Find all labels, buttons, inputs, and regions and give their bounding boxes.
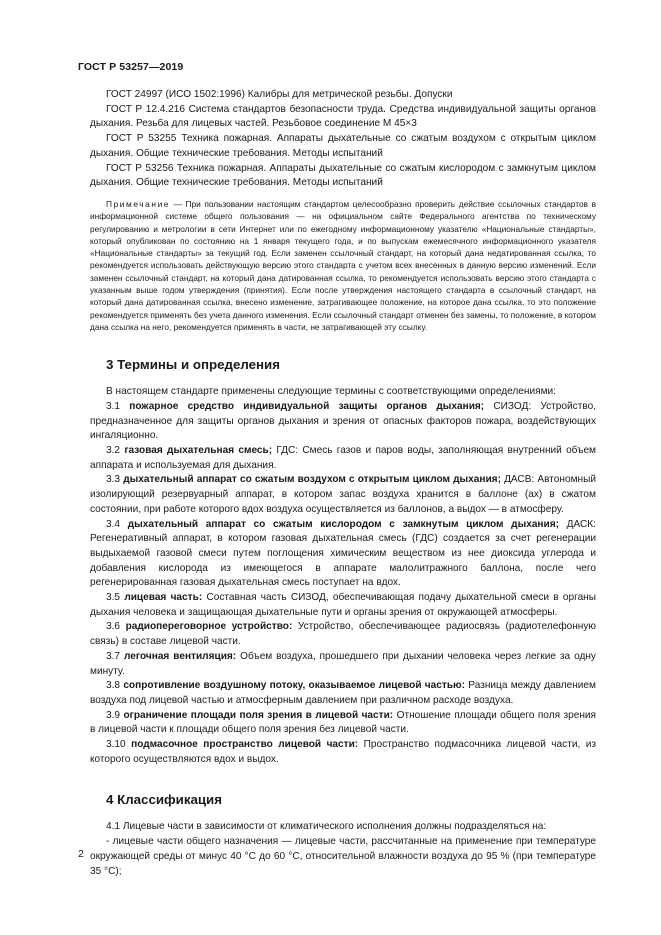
reference-item: ГОСТ Р 53256 Техника пожарная. Аппараты дыхательные со сжатым кислородом с замкнутым циклом дыхания. Общие технические требования. Методы испытаний — [90, 162, 596, 189]
term-name: дыхательный аппарат со сжатым кислородом с замкнутым циклом дыхания; — [127, 518, 559, 530]
term-definition: СИЗОД: Устройство, предназначенное для защиты органов дыхания и зрения от опасных факторов пожара, воздействующих ингаляционно. — [90, 400, 597, 442]
term-number: 3.1 — [106, 400, 121, 412]
term-entry — [90, 591, 596, 620]
term-name: лицевая часть: — [124, 592, 203, 604]
standard-header: ГОСТ Р 53257—2019 — [78, 61, 184, 73]
term-entry — [90, 518, 596, 592]
page-content — [90, 88, 596, 879]
term-number: 3.4 — [106, 518, 121, 530]
term-entry — [90, 620, 596, 649]
terms-section — [90, 385, 596, 767]
term-definition: Составная часть СИЗОД, обеспечивающая подачу дыхательной смеси в органы дыхания человека и защищающая дыхательные пути и органы зрения от окружающей атмосферы. — [90, 592, 597, 618]
term-definition: Пространство подмасочника лицевой части, из которого осуществляются вдох и выдох. — [90, 739, 596, 765]
term-number: 3.3 — [106, 474, 121, 486]
term-entry — [90, 679, 596, 708]
section-heading-classification: 4 Классификация — [106, 792, 222, 808]
note-text: — При пользовании настоящим стандартом целесообразно проверить действие ссылочных стандартов в информационной системе общего пользования — на официальном сайте Федерального агентства по техническому регулированию и метрологии в сети Интернет или по ежегодному информационному указателю «Национальные стандарты», который опубликован по состоянию на 1 января текущего года, и по выпускам ежемесячного информационного указателя «Национальные стандарты» за текущий год. Если заменен ссылочный стандарт, на который дана недатированная ссылка, то рекомендуется использовать действующую версию этого стандарта с учетом всех внесенных в данную версию изменений. Если заменен ссылочный стандарт, на который дана датированная ссылка, то рекомендуется использовать версию этого стандарта с указанным выше годом утверждения (принятия). Если после утверждения настоящего стандарта в ссылочный стандарт, на который дана датированная ссылка, внесено изменение, затрагивающее положение, на которое дана ссылка, то это положение рекомендуется применять без учета данного изменения. Если ссылочный стандарт отменен без замены, то положение, в котором дана ссылка на него, рекомендуется применять в части, не затрагивающей эту ссылку. — [90, 198, 596, 332]
term-entry — [90, 400, 596, 444]
section-heading-terms: 3 Термины и определения — [106, 357, 280, 373]
term-number: 3.2 — [106, 445, 121, 456]
classification-paragraph: - лицевые части общего назначения — лицевые части, рассчитанные на применение при температуре окружающей среды от минус 40 °С до 60 °С, относительной влажности воздуха до 95 % (при температуре 35 °С); — [90, 836, 596, 877]
references-list — [90, 88, 596, 191]
note — [90, 198, 596, 333]
term-name: сопротивление воздушному потоку, оказываемое лицевой частью: — [123, 680, 466, 692]
reference-item: ГОСТ Р 53255 Техника пожарная. Аппараты дыхательные со сжатым воздухом с открытым циклом дыхания. Общие технические требования. Методы испытаний — [90, 133, 596, 159]
classification-section — [90, 820, 596, 879]
reference-item: ГОСТ Р 12.4.216 Система стандартов безопасности труда. Средства индивидуальной защиты органов дыхания. Резьба для лицевых частей. Резьбовое соединение М 45×3 — [90, 103, 596, 130]
term-entry — [90, 473, 596, 517]
term-name: ограничение площади поля зрения в лицевой части: — [123, 709, 394, 721]
reference-item: ГОСТ 24997 (ИСО 1502:1996) Калибры для метрической резьбы. Допуски — [106, 89, 453, 100]
term-name: газовая дыхательная смесь; — [124, 445, 273, 456]
term-definition: Устройство, обеспечивающее радиосвязь (радиотелефонную связь) в составе лицевой части. — [90, 621, 597, 648]
term-entry — [90, 650, 596, 679]
term-name: пожарное средство индивидуальной защиты органов дыхания; — [129, 400, 485, 412]
terms-intro: В настоящем стандарте применены следующие термины с соответствующими определениями: — [106, 386, 556, 398]
term-number: 3.6 — [106, 621, 121, 633]
term-number: 3.5 — [106, 592, 121, 604]
term-name: легочная вентиляция: — [123, 650, 237, 662]
note-label: Примечание — [106, 198, 171, 209]
page-number: 2 — [78, 848, 84, 860]
term-number: 3.7 — [106, 650, 121, 662]
term-name: радиопереговорное устройство: — [125, 621, 293, 633]
term-number: 3.9 — [106, 709, 121, 721]
term-name: подмасочное пространство лицевой части: — [131, 739, 359, 751]
term-entry — [90, 444, 596, 473]
term-definition: Объем воздуха, прошедшего при дыхании человека через легкие за одну минуту. — [90, 650, 596, 677]
term-entry — [90, 709, 596, 738]
term-entry — [90, 738, 596, 767]
term-number: 3.10 — [106, 739, 126, 751]
classification-paragraph: 4.1 Лицевые части в зависимости от климатического исполнения должны подразделяться на: — [106, 821, 547, 833]
term-definition: Отношение площади общего поля зрения в лицевой части к площади общего поля зрения без лицевой части. — [90, 709, 596, 736]
term-definition: ДАСВ: Автономный изолирующий резервуарный аппарат, в котором запас воздуха хранится в баллоне (ах) в сжатом состоянии, при работе которого вдох воздуха осуществляется из баллонов, а выдох — в атмосферу. — [90, 474, 596, 515]
term-number: 3.8 — [106, 680, 121, 692]
term-definition: ДАСК: Регенеративный аппарат, в котором газовая дыхательная смесь (ГДС) создается за счет регенерации выдыхаемой газовой смеси путем поглощения химическим веществом из нее диоксида углерода и добавления кислорода из имеющегося в аппарате малолитражного баллона, после чего регенерированная газовая дыхательная смесь поступает на вдох. — [90, 518, 596, 589]
term-definition: ГДС: Смесь газов и паров воды, заполняющая внутренний объем аппарата и используемая для дыхания. — [90, 445, 596, 471]
term-definition: Разница между давлением воздуха под лицевой частью и атмосферным давлением при различном расходе воздуха. — [90, 680, 596, 706]
term-name: дыхательный аппарат со сжатым воздухом с открытым циклом дыхания; — [123, 474, 501, 486]
